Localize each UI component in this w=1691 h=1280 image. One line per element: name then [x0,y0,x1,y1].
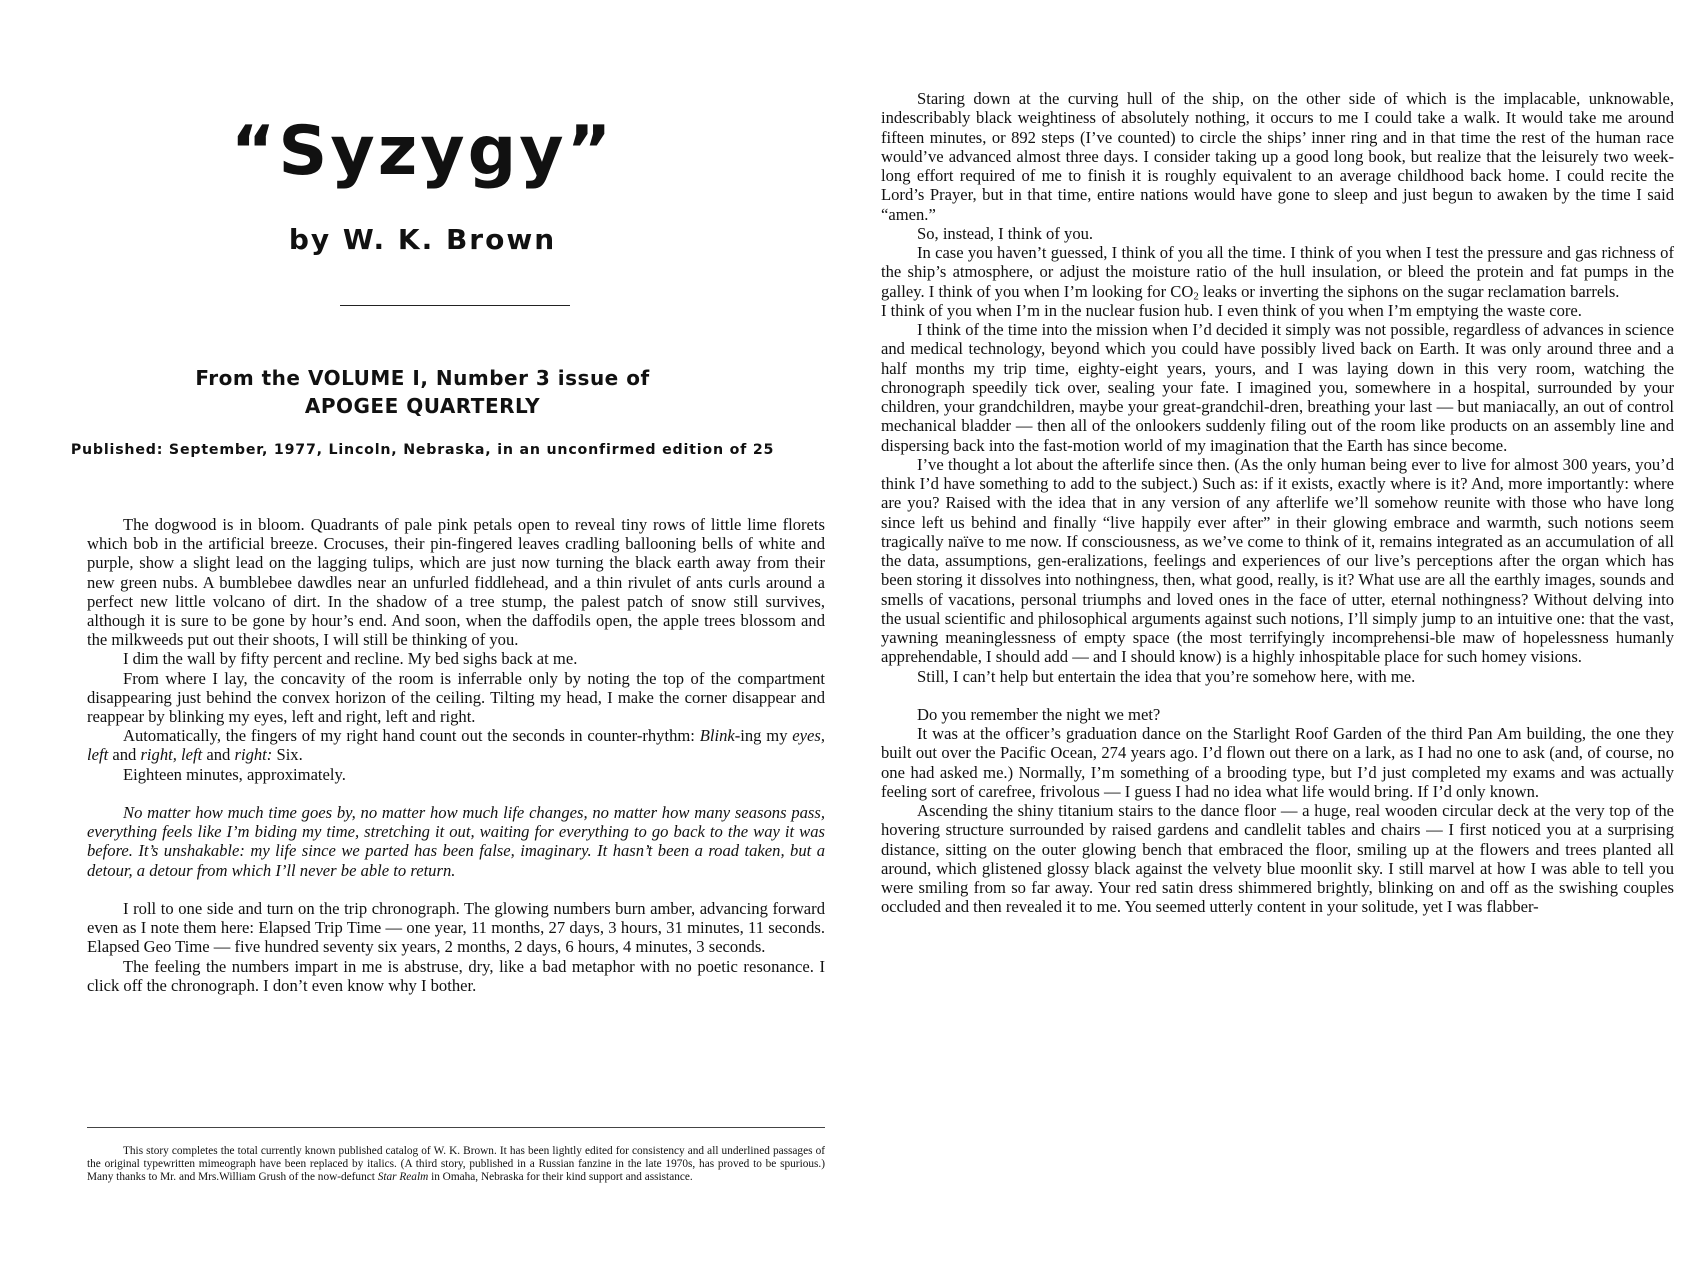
paragraph: So, instead, I think of you. [917,223,1094,243]
paragraph [881,243,1674,301]
paragraph: I’ve thought a lot about the afterlife since then. (As the only human being ever to live for almost 300 years, you’d think I’d have something to add to the subject.) Such as: if it exists, exactly where is it? And, more importantly: where are you? Raised with the idea that in any version of any afterlife we’ll somehow reunite with those who have long since left us behind and finally “live happily ever after” in their glowing embrace and warmth, such notions seem tragically naïve to me now. If consciousness, as we’ve come to think of it, remains integrated as an accumulation of all the data, assumptions, gen-eralizations, feelings and experiences of our live’s perceptions after the organ which has been storing it dissolves into nothingness, then, what good, really, is it? What use are all the earthly images, sounds and smells of vacations, personal triumphs and loved ones in the face of utter, eternal nothingness? Without delving into the usual scientific and philosophical arguments against such notions, I’ll simply jump to an intuitive one: that the vast, yawning meaninglessness of empty space (the most terrifyingly incomprehensi-ble maw of hopelessness humanly apprehendable, I should add — and I should know) is a highly inhospitable place for such homey visions. [881,454,1674,667]
magazine-title: Star Realm [377,1171,429,1184]
text-run: -ing my [734,726,793,746]
paragraph: The dogwood is in bloom. Quadrants of pale pink petals open to reveal tiny rows of little lime florets which bob in the artificial breeze. Crocuses, their pin-fingered leaves cradling ballooning bells of white and purple, show a slight lead on the lagging tulips, which are just now turning the black earth away from their new green nubs. A bumblebee dawdles near an unfurled fiddlehead, and a thin rivulet of ants curls around a perfect new little volcano of dirt. In the shadow of a tree stump, the palest patch of snow still survives, although it is sure to be gone by hour’s end. And soon, when the daffodils open, the apple trees blossom and the milkweeds put out their shoots, I will still be thinking of you. [87,515,825,650]
subscript: 2 [1193,290,1199,303]
emphasis: right: [234,745,273,765]
text-run: leaks or inverting the siphons on the sugar reclamation barrels. [1198,281,1620,301]
text-run: This story completes the total currently known published catalog of W. K. Brown. It has been lightly edited for consistency and all underlined passages of the original typewritten mimeograph have been replaced by italics. (A third story, published in a Russian fanzine in the late 1970s, has proved to be spurious.) Many thanks to Mr. and Mrs.William Grush of the now-defunct [87,1145,825,1184]
emphasis: eyes, left [87,726,825,765]
paragraph: I dim the wall by fifty percent and recline. My bed sighs back at me. [123,649,578,669]
source-publication: APOGEE QUARTERLY [304,394,541,418]
italic-passage: No matter how much time goes by, no matter how much life changes, no matter how many seasons pass, everything feels like I’m biding my time, stretching it out, waiting for everything to go back to the way it was before. It’s unshakable: my life since we parted has been false, imaginary. It hasn’t been a road taken, but a detour, a detour from which I’ll never be able to return. [87,803,825,880]
footnote-divider [87,1127,825,1128]
story-body-left [87,515,825,995]
paragraph: Ascending the shiny titanium stairs to the dance floor — a huge, real wooden circular deck at the very top of the hovering structure surrounded by raised gardens and candlelit tables and chairs — I first noticed you at a surprising distance, sitting on the outer glowing bench that embraced the floor, smiling up at the flowers and trees planted all around, which glistened glossy black against the velvety blue moonlit sky. I still marvel at how I was able to tell you were smiling from so far away. Your red satin dress shimmered brightly, blinking on and off as the swishing couples occluded and then revealed it to me. You seemed utterly content in your solitude, yet I was flabber- [881,801,1674,917]
right-page [845,0,1691,1280]
text-run: in Omaha, Nebraska for their kind support and assistance. [428,1171,693,1184]
footnote [87,1145,825,1185]
paragraph: It was at the officer’s graduation dance on the Starlight Roof Garden of the third Pan Am building, the one they built out over the Pacific Ocean, 274 years ago. I’d flown out there on a lark, as I had no one to ask (and, of course, no one had asked me.) Normally, I’m something of a brooding type, but I’d just completed my exams and was actually feeling sort of carefree, frivolous — I guess I had no idea what life would bring. If I’d only known. [881,724,1674,801]
author-byline: by W. K. Brown [288,223,557,256]
paragraph: I roll to one side and turn on the trip chronograph. The glowing numbers burn amber, advancing forward even as I note them here: Elapsed Trip Time — one year, 11 months, 27 days, 3 hours, 31 minutes, 11 seconds. Elapsed Geo Time — five hundred seventy six years, 2 months, 2 days, 6 hours, 4 minutes, 3 seconds. [87,899,825,957]
paragraph: Staring down at the curving hull of the ship, on the other side of which is the implacable, unknowable, indescribably black weightiness of absolutely nothing, it occurs to me I could take a walk. It would take me around fifteen minutes, or 892 steps (I’ve counted) to circle the ships’ inner ring and in that time the rest of the human race would’ve advanced almost three days. I consider taking up a good long book, but realize that the leisurely two week-long effort required of me to finish it is roughly equivalent to an average childhood back home. I could recite the Lord’s Prayer, but in that time, entire nations would have gone to sleep and just begun to awaken by the time I said “amen.” [881,89,1674,224]
paragraph: From where I lay, the concavity of the room is inferrable only by noting the top of the compartment disappearing just behind the convex horizon of the ceiling. Tilting my head, I make the corner disappear and reappear by blinking my eyes, left and right, left and right. [87,668,825,727]
left-page [0,0,845,1280]
paragraph: I think of the time into the mission when I’d decided it simply was not possible, regardless of advances in science and medical technology, beyond which you could have possibly lived back on Earth. It was only around three and a half months my trip time, eighty-eight years, yours, and I was laying down in this very room, watching the chronograph speedily tick over, sealing your fate. I imagined you, somewhere in a hospital, surrounded by your children, your grandchildren, maybe your great-grandchil-dren, breathing your last — but maniacally, an out of control mechanical bladder — then all of the onlookers suddenly filing out of the room like products on an assembly line and dispersing back into the fast-motion world of my imagination that the Earth has since become. [881,320,1674,455]
source-issue: From the VOLUME I, Number 3 issue of [195,366,650,390]
text-run: Six. [272,745,303,765]
text-run: and [202,745,235,765]
publication-info: Published: September, 1977, Lincoln, Nebraska, in an unconfirmed edition of 25 [70,442,775,458]
footnote-text [87,1145,825,1185]
paragraph [87,726,825,764]
emphasis: right, left [140,745,203,765]
text-run: and [108,745,141,765]
paragraph: Still, I can’t help but entertain the idea that you’re somehow here, with me. [917,666,1416,686]
paragraph: I think of you when I’m in the nuclear fusion hub. I even think of you when I’m emptying the waste core. [881,300,1582,320]
story-title: “Syzygy” [230,112,615,191]
emphasis: Blink [699,726,735,746]
source-note [0,364,845,420]
paragraph: Eighteen minutes, approximately. [123,764,346,784]
text-run: In case you haven’t guessed, I think of you all the time. I think of you when I test the pressure and gas richness of the ship’s atmosphere, or adjust the moisture ratio of the hull insulation, or bleed the protein and fat pumps in the galley. I think of you when I’m looking for CO [881,243,1674,301]
title-divider [340,305,570,306]
story-body-right [881,89,1674,917]
text-run: Automatically, the fingers of my right hand count out the seconds in counter-rhythm: [123,726,700,746]
paragraph: The feeling the numbers impart in me is abstruse, dry, like a bad metaphor with no poetic resonance. I click off the chronograph. I don’t even know why I bother. [87,956,825,995]
paragraph: Do you remember the night we met? [917,704,1161,724]
